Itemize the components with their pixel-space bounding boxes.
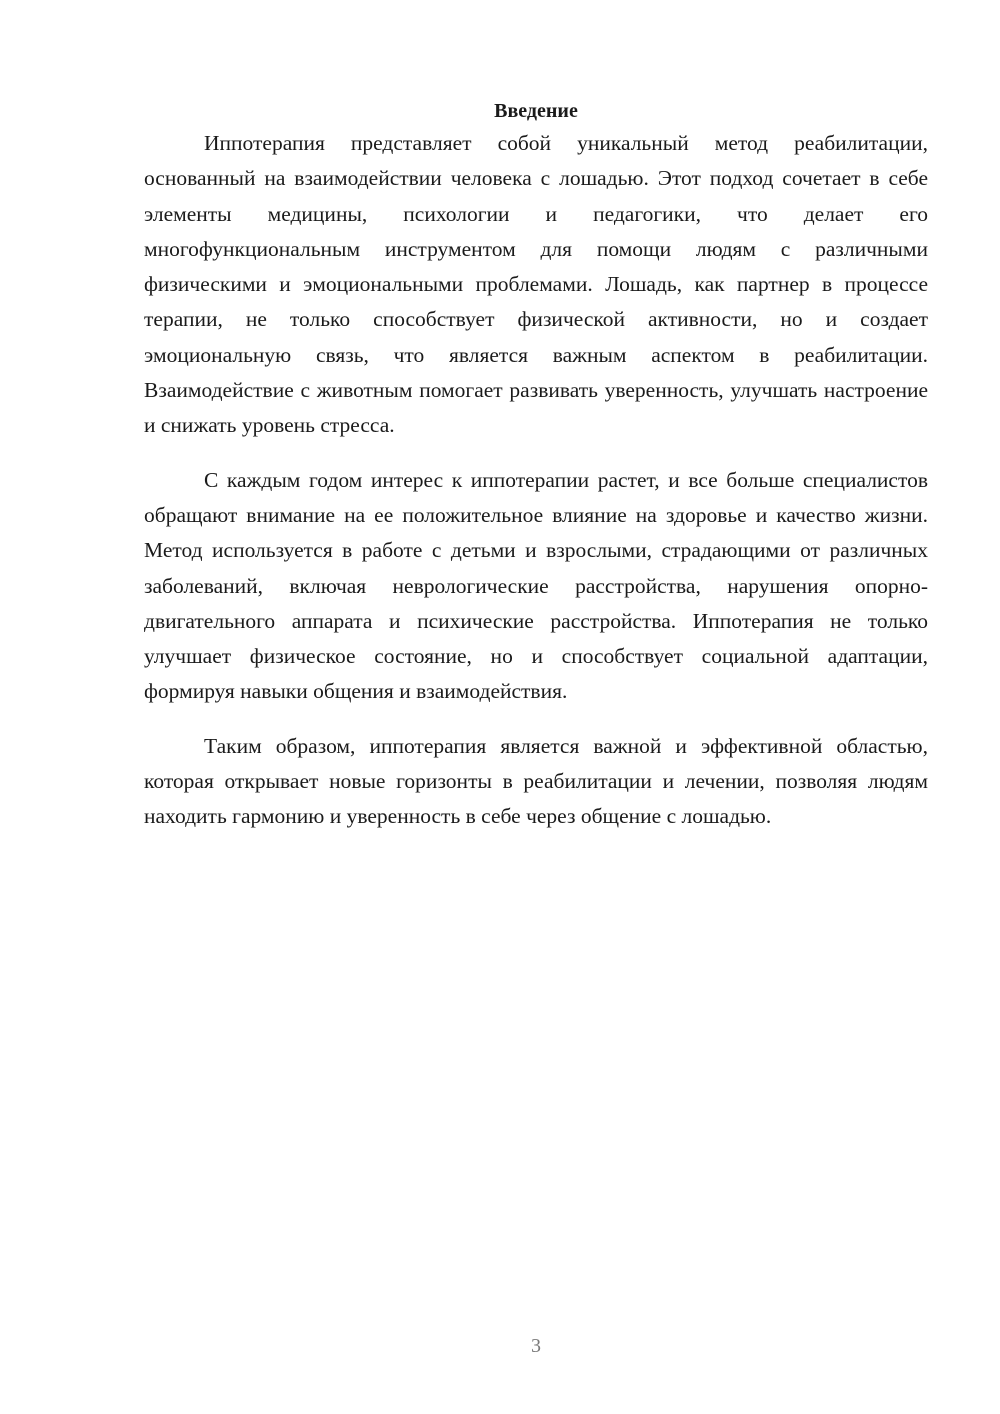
page-number: 3	[531, 1335, 541, 1357]
paragraph-2: С каждым годом интерес к иппотерапии растет, и все больше специалистов обращают внимание на ее положительное влияние на здоровье и качество жизни. Метод используется в работе с детьми и взрослыми, страдающими от различных заболеваний, включая неврологические расстройства, нарушения опорно-двигательного аппарата и психические расстройства. Иппотерапия не только улучшает физическое состояние, но и способствует социальной адаптации, формируя навыки общения и взаимодействия.	[144, 467, 928, 704]
section-title: Введение	[494, 100, 578, 122]
paragraph-3: Таким образом, иппотерапия является важной и эффективной областью, которая открывает новые горизонты в реабилитации и лечении, позволяя людям находить гармонию и уверенность в себе через общение с лошадью.	[144, 733, 928, 829]
page-content	[144, 96, 928, 835]
paragraph-1: Иппотерапия представляет собой уникальный метод реабилитации, основанный на взаимодействии человека с лошадью. Этот подход сочетает в себе элементы медицины, психологии и педагогики, что делает его многофункциональным инструментом для помощи людям с различными физическими и эмоциональными проблемами. Лошадь, как партнер в процессе терапии, не только способствует физической активности, но и создает эмоциональную связь, что является важным аспектом в реабилитации. Взаимодействие с животным помогает развивать уверенность, улучшать настроение и снижать уровень стресса.	[144, 131, 928, 438]
